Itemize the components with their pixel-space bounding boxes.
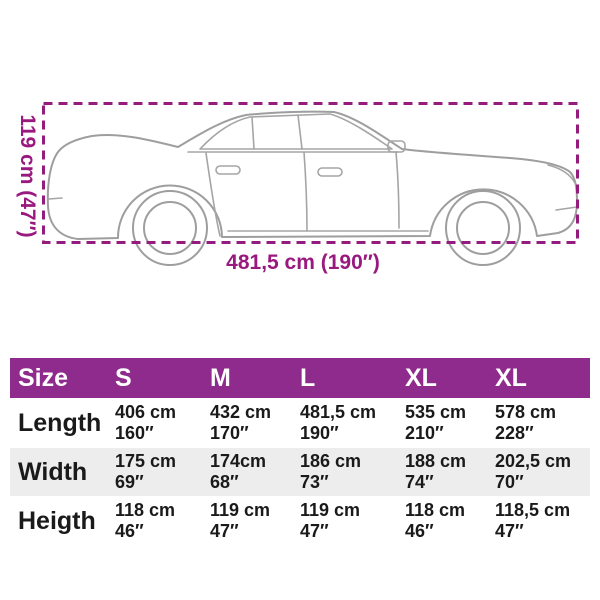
value-cm: 578 cm xyxy=(495,402,557,422)
heigth-s xyxy=(115,500,210,542)
width-s xyxy=(115,451,210,493)
value-inch: 160″ xyxy=(115,423,154,443)
value-inch: 69″ xyxy=(115,472,144,492)
length-xl xyxy=(405,402,495,444)
row-label: Length xyxy=(18,408,102,437)
value-cm: 202,5 cm xyxy=(495,451,572,471)
heigth-xl2 xyxy=(495,500,590,542)
value-inch: 47″ xyxy=(495,521,524,541)
size-table-header xyxy=(10,358,590,398)
length-dimension-label: 481,5 cm (190″) xyxy=(226,251,380,274)
value-cm: 119 cm xyxy=(300,500,361,520)
width-l xyxy=(300,451,405,493)
value-cm: 118,5 cm xyxy=(495,500,571,520)
header-m: M xyxy=(210,363,231,392)
value-cm: 119 cm xyxy=(210,500,271,520)
value-cm: 481,5 cm xyxy=(300,402,377,422)
value-inch: 170″ xyxy=(210,423,249,443)
value-cm: 174cm xyxy=(210,451,267,471)
length-xl2 xyxy=(495,402,590,444)
value-cm: 535 cm xyxy=(405,402,467,422)
value-cm: 175 cm xyxy=(115,451,177,471)
value-inch: 73″ xyxy=(300,472,329,492)
width-xl2 xyxy=(495,451,590,493)
header-size: Size xyxy=(18,363,69,392)
value-inch: 74″ xyxy=(405,472,434,492)
heigth-m xyxy=(210,500,300,542)
rear-wheel-rim xyxy=(144,202,196,254)
value-cm: 406 cm xyxy=(115,402,177,422)
row-label: Width xyxy=(18,457,88,486)
row-label: Heigth xyxy=(18,506,96,535)
table-row-heigth xyxy=(10,496,590,546)
value-inch: 68″ xyxy=(210,472,239,492)
header-s: S xyxy=(115,363,132,392)
heigth-xl xyxy=(405,500,495,542)
header-xl: XL xyxy=(405,363,437,392)
length-m xyxy=(210,402,300,444)
size-table xyxy=(10,358,590,546)
table-row-length xyxy=(10,398,590,448)
height-dimension-label: 119 cm (47″) xyxy=(16,114,39,238)
table-row-width xyxy=(10,448,590,496)
width-m xyxy=(210,451,300,493)
header-l: L xyxy=(300,363,316,392)
length-s xyxy=(115,402,210,444)
value-inch: 46″ xyxy=(115,521,144,541)
value-cm: 188 cm xyxy=(405,451,467,471)
value-inch: 190″ xyxy=(300,423,339,443)
value-inch: 70″ xyxy=(495,472,524,492)
rear-bumper-line xyxy=(49,198,62,199)
heigth-l xyxy=(300,500,405,542)
front-wheel-rim xyxy=(457,202,509,254)
value-cm: 118 cm xyxy=(405,500,466,520)
width-xl xyxy=(405,451,495,493)
value-inch: 47″ xyxy=(300,521,329,541)
value-inch: 228″ xyxy=(495,423,534,443)
value-inch: 46″ xyxy=(405,521,434,541)
value-inch: 47″ xyxy=(210,521,239,541)
value-cm: 118 cm xyxy=(115,500,176,520)
value-inch: 210″ xyxy=(405,423,444,443)
length-l xyxy=(300,402,405,444)
value-cm: 432 cm xyxy=(210,402,272,422)
header-xl2: XL xyxy=(495,363,527,392)
value-cm: 186 cm xyxy=(300,451,362,471)
